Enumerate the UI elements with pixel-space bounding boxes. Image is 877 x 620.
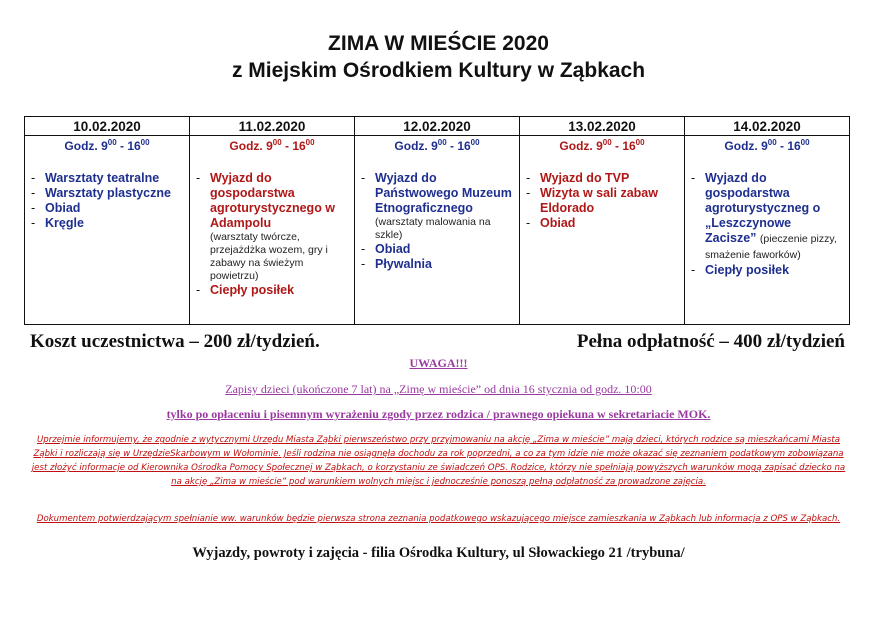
activity-note: (warsztaty malowania na szkle) [375, 216, 491, 241]
activity-item: - Wizyta w sali zabaw Eldorado [526, 186, 658, 215]
hours-end: - 16 [116, 139, 141, 153]
schedule-table [24, 116, 850, 325]
activity-list [689, 171, 845, 278]
activity-text: Warsztaty teatralne [45, 171, 160, 185]
hours-start: Godz. 9 [559, 139, 603, 153]
activity-text: Wizyta w sali zabaw Eldorado [540, 186, 658, 215]
activity-item: - Wyjazd do gospodarstwa agroturystycznego w Adampolu (warsztaty twórcze, przejażdżka wozem, gry i zabawy na świeżym powietrzu) [194, 171, 350, 283]
date-header: 10.02.2020 [25, 117, 190, 136]
hours-start-minutes: 00 [767, 138, 777, 147]
hours-end: - 16 [446, 139, 471, 153]
payment-condition: tylko po opłaceniu i pisemnym wyrażeniu zgody przez rodzica / prawnego opiekuna w sekretariacie MOK. [166, 407, 711, 421]
activity-note: (warsztaty twórcze, przejażdżka wozem, gry i zabawy na świeżym powietrzu) [210, 231, 328, 282]
hours-start: Godz. 9 [64, 139, 108, 153]
day-cell [520, 136, 685, 325]
footer-location: Wyjazdy, powroty i zajęcia - filia Ośrodka Kultury, ul Słowackiego 21 /trybuna/ [192, 545, 685, 561]
hours-start: Godz. 9 [229, 139, 273, 153]
hours-label [359, 138, 515, 153]
hours-start-minutes: 00 [107, 138, 117, 147]
day-cell [355, 136, 520, 325]
activity-text: Obiad [375, 242, 411, 256]
document-requirement: Dokumentem potwierdzającym spełnianie ww. warunków będzie pierwsza strona zeznania podatkowego wskazującego miejsce zamieszkania w Ząbkach lub informacja z OPS w Ząbkach. [36, 514, 841, 524]
hours-end-minutes: 00 [470, 138, 480, 147]
participation-cost: Koszt uczestnictwa – 200 zł/tydzień. [30, 331, 320, 352]
hours-label [689, 138, 845, 153]
hours-start: Godz. 9 [394, 139, 438, 153]
hours-end-minutes: 00 [305, 138, 315, 147]
day-cell [685, 136, 850, 325]
activity-item: - Ciepły posiłek [196, 283, 295, 297]
activity-item: - Obiad [31, 201, 81, 215]
activity-text: Kręgle [45, 216, 84, 230]
activity-item: - Obiad [361, 242, 411, 256]
hours-end-minutes: 00 [140, 138, 150, 147]
activity-text: Wyjazd do Państwowego Muzeum Etnograficznego [375, 171, 512, 215]
date-header: 13.02.2020 [520, 117, 685, 136]
activity-item: - Obiad [526, 216, 576, 230]
page-subtitle: z Miejskim Ośrodkiem Kultury w Ząbkach [231, 59, 646, 82]
hours-end-minutes: 00 [800, 138, 810, 147]
hours-end: - 16 [611, 139, 636, 153]
date-header: 14.02.2020 [685, 117, 850, 136]
activity-text: Warsztaty plastyczne [45, 186, 171, 200]
activity-item: - Warsztaty plastyczne [31, 186, 171, 200]
activity-list [29, 171, 185, 231]
activity-text: Wyjazd do gospodarstwa agroturystycznego w Adampolu [210, 171, 336, 230]
activity-item: - Ciepły posiłek [691, 263, 790, 277]
eligibility-notice: Uprzejmie informujemy, że zgodnie z wytycznymi Urzędu Miasta Ząbki pierwszeństwo przy przyjmowaniu na akcję „Zima w mieście” mają dzieci, których rodzice są mieszkańcami Miasta Ząbki i rozliczają się w UrzędzieSkarbowym w Wołominie. Jeśli rodzina nie osiągnęła dochodu za rok poprzedni, a co za tym idzie nie może okazać się zeznaniem podatkowym zobowiązana jest złożyć informacje od Kierownika Ośrodka Pomocy Społecznej w Ząbkach, o korzystaniu ze świadczeń OPS. Rodzice, którzy nie spełniają powyższych warunków mogą zapisać dziecko na na akcję „Zima w mieście” pod warunkiem wolnych miejsc i jednocześnie ponoszą pełną odpłatność za prowadzone zajęcia. [31, 435, 846, 487]
hours-label [194, 138, 350, 153]
activity-text: Wyjazd do TVP [540, 171, 630, 185]
activity-text: Ciepły posiłek [210, 283, 295, 297]
hours-start: Godz. 9 [724, 139, 768, 153]
activity-text: Pływalnia [375, 257, 432, 271]
hours-label [29, 138, 185, 153]
date-header: 12.02.2020 [355, 117, 520, 136]
activity-item: - Wyjazd do Państwowego Muzeum Etnograficznego (warsztaty malowania na szkle) [359, 171, 515, 242]
activity-text: Obiad [540, 216, 576, 230]
full-cost: Pełna odpłatność – 400 zł/tydzień [576, 331, 845, 352]
day-cell [190, 136, 355, 325]
activity-item: - Pływalnia [361, 257, 432, 271]
hours-start-minutes: 00 [272, 138, 282, 147]
activity-text: Ciepły posiłek [705, 263, 790, 277]
activity-item: - Wyjazd do gospodarstwa agroturystyczneg o „Leszczynowe Zacisze” (pieczenie pizzy, smażenie faworków) [691, 171, 837, 261]
activity-item: - Kręgle [31, 216, 84, 230]
activity-text: Obiad [45, 201, 81, 215]
date-header-row [25, 117, 850, 136]
activity-list [194, 171, 350, 298]
hours-start-minutes: 00 [437, 138, 447, 147]
hours-end: - 16 [776, 139, 801, 153]
hours-start-minutes: 00 [602, 138, 612, 147]
activity-item: - Warsztaty teatralne [31, 171, 160, 185]
hours-end-minutes: 00 [635, 138, 645, 147]
activity-note: (pieczenie pizzy, smażenie faworków) [705, 233, 837, 261]
activity-text: Wyjazd do gospodarstwa agroturystyczneg o „Leszczynowe Zacisze” [705, 171, 821, 245]
day-cell [25, 136, 190, 325]
hours-end: - 16 [281, 139, 306, 153]
date-header: 11.02.2020 [190, 117, 355, 136]
hours-label [524, 138, 680, 153]
activity-list [359, 171, 515, 272]
activity-item: - Wyjazd do TVP [526, 171, 630, 185]
page-title: ZIMA W MIEŚCIE 2020 [328, 32, 549, 55]
activity-list [524, 171, 680, 231]
attention-heading: UWAGA!!! [409, 356, 468, 370]
activities-row [25, 136, 850, 325]
registration-info: Zapisy dzieci (ukończone 7 lat) na „Zimę w mieście” od dnia 16 stycznia od godz. 10:00 [225, 382, 652, 396]
